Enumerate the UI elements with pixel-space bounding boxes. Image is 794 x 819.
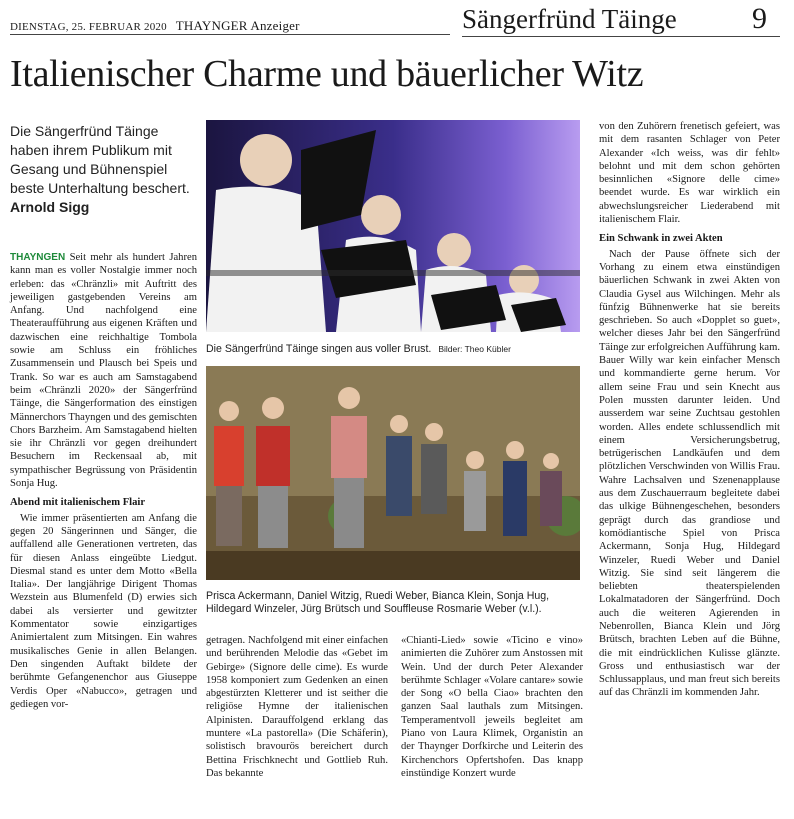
header-rule <box>10 34 450 35</box>
article-column-1 <box>10 251 197 711</box>
paragraph-concert: Wie immer präsentierten am Anfang die gegen 20 Sängerinnen und Sänger, die auffallend alle Generationen vertreten, das für diesen Anlass eingeübte Liedgut. Diesmal stand es unter dem Motto «Bella Italia». Der langjährige Dirigent Thomas Wezstein aus Blumenfeld (D) erwies sich dabei als versierter und gewitzter Kommentator sowie einzigartiges Animiertalent zum Mitsingen. Ein wahres musikalisches Genie in allen Belangen. Den singenden Auftakt bildete der berühmte Gefangenenchor aus Giuseppe Verdis Oper «Nabucco», getragen und gediegen vor- <box>10 512 197 710</box>
lead-text: Die Sängerfründ Täinge haben ihrem Publikum mit Gesang und Bühnenspiel beste Unterhaltung beschert. <box>10 123 190 196</box>
page-number: 9 <box>752 2 767 35</box>
section-rule <box>462 36 780 37</box>
article-column-2 <box>206 634 388 780</box>
theater-photo <box>206 366 580 580</box>
paragraph-col3: «Chianti-Lied» sowie «Ticino e vino» animierten die Zuhörer zum Anstossen mit Wein. Und der durch Peter Alexander berühmte Schlager «Volare cantare» sowie der Song «O bella Ciao» brachten den ganzen Saal lauthals zum Mitsingen. Temperamentvoll jeweils begleitet am Piano von Laura Klimek, Organistin an der Thaynger Dorfkirche und Leiterin des Kirchenchors Opfertshofen. Das knapp einstündige Konzert wurde <box>401 635 583 779</box>
issue-date: DIENSTAG, 25. FEBRUAR 2020 <box>10 21 167 33</box>
choir-photo-image <box>206 120 580 332</box>
author-name: Arnold Sigg <box>10 199 90 215</box>
subheading-schwank: Ein Schwank in zwei Akten <box>599 233 723 245</box>
theater-caption: Prisca Ackermann, Daniel Witzig, Ruedi Weber, Bianca Klein, Sonja Hug, Hildegard Winzeler, Jürg Brütsch und Souffleuse Rosmarie Weber (v.l.). <box>206 590 550 615</box>
article-lead <box>10 122 195 217</box>
choir-caption <box>206 343 586 356</box>
paragraph-intro: Seit mehr als hundert Jahren kann man es voller Nostalgie immer noch erleben: das «Chränzli» mit Auftritt des jeweiligen gastgebenden Vereins am Anfang. Und nachfolgend eine Theateraufführung aus eigenen Kräften und dazwischen eine reichhaltige Tombola sowie am Schluss ein fröhliches Zusammensein und Plausch bei Speis und Trank. So war es auch am Samstagabend beim «Chränzli 2020» der Sängerfründ Täinge, die Sängerformation des einstigen Männerchors Thayngen und des gemischten Chors Barzheim. Am Samstagabend hielten sie ihr Chränzli vor gegen dreihundert Besuchern im Reckensaal ab, mit sympathischer Begrüssung von Präsidentin Sonja Hug. <box>10 252 197 490</box>
theater-photo-image <box>206 366 580 580</box>
paragraph-applause: von den Zuhörern frenetisch gefeiert, was mit dem rasanten Schlager von Peter Alexander «Ich weiss, was dir fehlt» belohnt und mit dem schon gehörten besinnlichen «Signore delle cime» beendet wurde. Es war wirklich ein abwechslungsreicher Liederabend mit italienischem Flair. <box>599 121 780 226</box>
section-title: Sängerfründ Täinge <box>462 4 677 34</box>
subheading-italian-flair: Abend mit italienischem Flair <box>10 497 146 509</box>
header-dateline <box>10 18 300 34</box>
paragraph-col2: getragen. Nachfolgend mit einer einfachen und berührenden Melodie das «Gebet im Gebirge» (Signore delle cime). Es wurde 1958 komponiert zum Gedenken an einen abgestürzten Kletterer und ist seither die religiöse Hymne der italienischen Alpinisten. Darauffolgend erklang das muntere «La pastorella» (Die Schäferin), solistisch bravourös bereichert durch Bettina Frischknecht und Gottlieb Ruh. Das bekannte <box>206 635 388 779</box>
article-column-3 <box>401 634 583 780</box>
choir-photo <box>206 120 580 332</box>
article-headline: Italienischer Charme und bäuerlicher Witz <box>10 53 644 95</box>
choir-caption-text: Die Sängerfründ Täinge singen aus voller Brust. <box>206 343 432 355</box>
newspaper-name: THAYNGER Anzeiger <box>175 18 300 33</box>
article-column-4 <box>599 120 780 700</box>
dateline: THAYNGEN <box>10 252 66 263</box>
paragraph-schwank: Nach der Pause öffnete sich der Vorhang zu einem etwa einstündigen bäuerlichen Schwank in zwei Akten von Claudia Gysel aus Wilchingen. Mehr als fünfzig Bühnenwerke hat sie bereits geschrieben. So auch «Dopplet so guet», welcher dieses Jahr bei den Sängerfründ Täinge zur erfolgreichen Aufführung kam. Bauer Willy war kein einfacher Mensch und kommandierte gerne herum. Vor allem seine Frau und sein Knecht aus Polen mussten darunter leiden. Und ausserdem war seine Zuchtsau gestohlen worden. Alles endete schlussendlich mit einem Versicherungsbetrug, betrügerischen Landkäufen und dem plötzlichen Verschwinden von Willis Frau. Wahre Lachsalven und Szenenapplause aus dem Zuschauerraum begleitete dabei das ulkige Bühnengeschehen, besonders geprägt durch das grandiose und komödiantische Spiel von Prisca Ackermann, Sonja Hug, Hildegard Winzeler, Ruedi Weber und Daniel Witzig. Sie sind seit längerem die beliebten theaterspielenden Lokalmatadoren der Sängerfründ. Doch auch die weiteren Agierenden in Nebenrollen, Bianca Klein und Jörg Brütsch, brachten Leben auf die Bühne, die mit eindrücklichen Kulisse glänzte. Gross und enthusiastisch war der Schlussapplaus, und man freut sich bereits auf das Chränzli im kommenden Jahr. <box>599 248 780 699</box>
photo-credit: Bilder: Theo Kübler <box>438 344 511 354</box>
